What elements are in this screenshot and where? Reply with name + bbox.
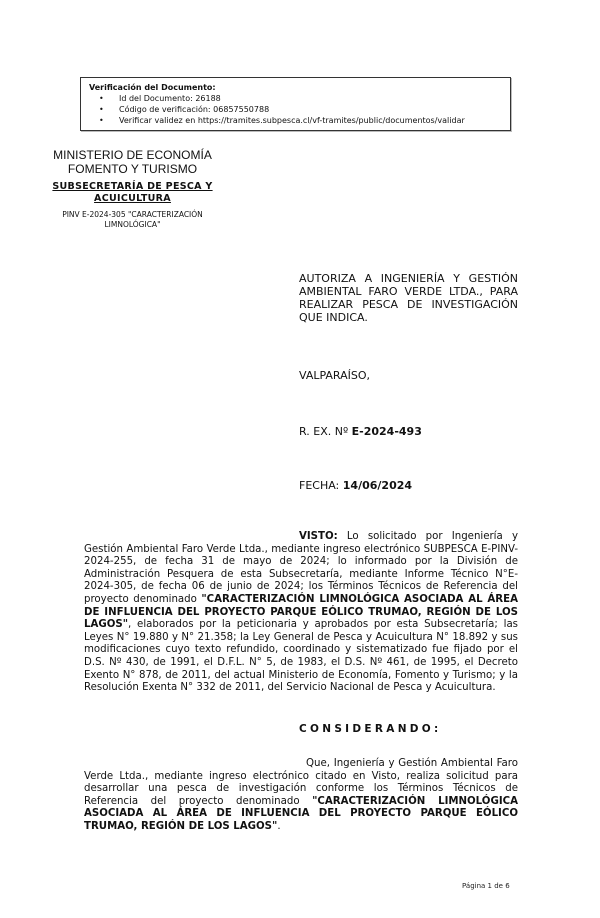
subsecretaria-name: SUBSECRETARÍA DE PESCA Y ACUICULTURA xyxy=(52,181,213,204)
resolution-title: AUTORIZA A INGENIERÍA Y GESTIÓN AMBIENTAL FARO VERDE LTDA., PARA REALIZAR PESCA DE INVESTIGACIÓN QUE INDICA. xyxy=(299,272,518,324)
bullet-icon: • xyxy=(99,105,104,114)
visto-label: VISTO: xyxy=(299,531,338,542)
document-reference: PINV E-2024-305 "CARACTERIZACIÓN LIMNOLÓGICA" xyxy=(62,210,203,229)
verification-list xyxy=(89,93,510,126)
bullet-icon: • xyxy=(99,116,104,125)
resolution-number: R. EX. Nº E-2024-493 xyxy=(299,425,422,438)
place: VALPARAÍSO, xyxy=(299,369,371,382)
verification-item-link[interactable]: • Verificar validez en https://tramites.subpesca.cl/vf-tramites/public/documentos/validar xyxy=(99,116,465,125)
ministry-name-line2: FOMENTO Y TURISMO xyxy=(67,162,198,176)
considerando-paragraph-1: Que, Ingeniería y Gestión Ambiental Faro Verde Ltda., mediante ingreso electrónico citado en Visto, realiza solicitud para desarrollar una pesca de investigación conforme los Términos Técnicos de Referencia del proyecto denominado "CARACTERIZACIÓN LIMNOLÓGICA ASOCIADA AL ÁREA DE INFLUENCIA DEL PROYECTO PARQUE EÓLICO TRUMAO, REGIÓN DE LOS LAGOS". xyxy=(84,758,518,832)
project-name: "CARACTERIZACIÓN LIMNOLÓGICA ASOCIADA AL ÁREA DE INFLUENCIA DEL PROYECTO PARQUE EÓLICO TRUMAO, REGIÓN DE LOS LAGOS" xyxy=(84,593,518,631)
resolution-date: FECHA: 14/06/2024 xyxy=(299,479,413,492)
visto-paragraph: VISTO: Lo solicitado por Ingeniería y Gestión Ambiental Faro Verde Ltda., mediante ingreso electrónico SUBPESCA E-PINV-2024-255, de fecha 31 de mayo de 2024; lo informado por la División de Administración Pesquera de esta Subsecretaría, mediante Informe Técnico N°E-2024-305, de fecha 06 de junio de 2024; los Términos Técnicos de Referencia del proyecto denominado "CARACTERIZACIÓN LIMNOLÓGICA ASOCIADA AL ÁREA DE INFLUENCIA DEL PROYECTO PARQUE EÓLICO TRUMAO, REGIÓN DE LOS LAGOS", elaborados por la peticionaria y aprobados por esta Subsecretaría; las Leyes N° 19.880 y N° 21.358; la Ley General de Pesca y Acuicultura N° 18.892 y sus modificaciones cuyo texto refundido, coordinado y sistematizado fue fijado por el D.S. Nº 430, de 1991, el D.F.L. N° 5, de 1983, el D.S. Nº 461, de 1995, el Decreto Exento N° 878, de 2011, del actual Ministerio de Economía, Fomento y Turismo; y la Resolución Exenta N° 332 de 2011, del Servicio Nacional de Pesca y Acuicultura. xyxy=(84,531,518,694)
verification-title: Verificación del Documento: xyxy=(89,83,216,92)
verification-item-code: • Código de verificación: 06857550788 xyxy=(99,105,270,114)
verification-item-id: • Id del Documento: 26188 xyxy=(99,94,221,103)
project-name: "CARACTERIZACIÓN LIMNOLÓGICA ASOCIADA AL ÁREA DE INFLUENCIA DEL PROYECTO PARQUE EÓLICO TRUMAO, REGIÓN DE LOS LAGOS" xyxy=(84,795,518,832)
ministry-name-line1: MINISTERIO DE ECONOMÍA xyxy=(53,148,212,162)
verification-box xyxy=(80,77,511,131)
bullet-icon: • xyxy=(99,94,104,103)
considerando-heading: CONSIDERANDO: xyxy=(299,723,442,735)
page-number: Página 1 de 6 xyxy=(462,882,510,890)
ministry-header xyxy=(30,148,235,230)
